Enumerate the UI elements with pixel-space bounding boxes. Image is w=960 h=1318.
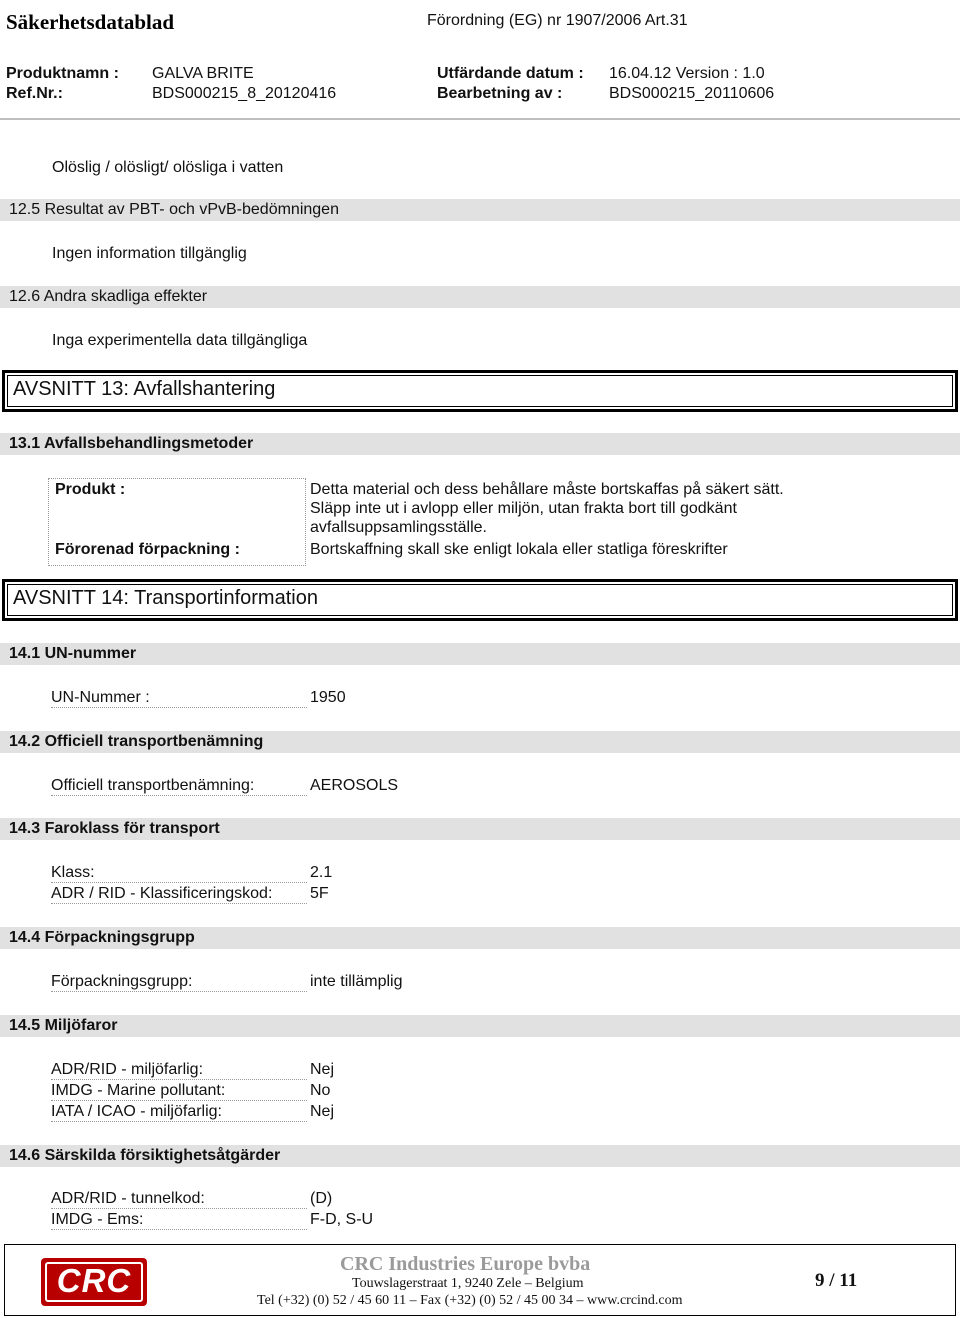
section-13-header xyxy=(2,370,958,412)
env-hazard-value: No xyxy=(310,1082,331,1099)
header-divider xyxy=(0,118,960,120)
disposal-product-line-3: avfallsuppsamlingsställe. xyxy=(310,519,487,536)
crc-logo-text: CRC xyxy=(56,1262,132,1299)
s12-6-text: Inga experimentella data tillgängliga xyxy=(52,332,308,349)
disposal-product-line-1: Detta material och dess behållare måste bortskaffas på säkert sätt. xyxy=(310,481,784,498)
company-name: CRC Industries Europe bvba xyxy=(340,1253,591,1275)
subsection-13-1-title: 13.1 Avfallsbehandlingsmetoder xyxy=(9,435,254,452)
section-14-title: AVSNITT 14: Transportinformation xyxy=(13,587,318,609)
regulation-reference: Förordning (EG) nr 1907/2006 Art.31 xyxy=(427,12,688,29)
company-contact: Tel (+32) (0) 52 / 45 60 11 – Fax (+32) (0) 52 / 45 00 34 – www.crcind.com xyxy=(257,1293,683,1308)
document-title: Säkerhetsdatablad xyxy=(6,10,175,34)
disposal-product-label: Produkt : xyxy=(55,481,126,498)
page-number: 9 / 11 xyxy=(815,1270,858,1291)
subsection-14-3 xyxy=(0,818,960,840)
disposal-packaging-label: Förorenad förpackning : xyxy=(55,541,240,558)
revision-label: Bearbetning av : xyxy=(437,85,563,102)
disposal-packaging-text: Bortskaffning skall ske enligt lokala eller statliga föreskrifter xyxy=(310,541,728,558)
subsection-14-5-title: 14.5 Miljöfaror xyxy=(9,1017,118,1034)
special-precaution-value: F-D, S-U xyxy=(310,1211,374,1228)
adr-classification-value: 5F xyxy=(310,885,329,902)
adr-classification-label: ADR / RID - Klassificeringskod: xyxy=(51,885,307,904)
env-hazard-label: ADR/RID - miljöfarlig: xyxy=(51,1061,307,1080)
section-14-header xyxy=(2,579,958,621)
subsection-14-6-title: 14.6 Särskilda försiktighetsåtgärder xyxy=(9,1147,281,1164)
subsection-14-4-title: 14.4 Förpackningsgrupp xyxy=(9,929,195,946)
section-13-title: AVSNITT 13: Avfallshantering xyxy=(13,378,276,400)
env-hazard-value: Nej xyxy=(310,1103,335,1120)
un-number-value: 1950 xyxy=(310,689,346,706)
issue-date-value: 16.04.12 Version : 1.0 xyxy=(609,65,765,82)
subsection-12-6-title: 12.6 Andra skadliga effekter xyxy=(9,288,208,305)
ref-number-value: BDS000215_8_20120416 xyxy=(152,85,337,102)
env-hazard-value: Nej xyxy=(310,1061,335,1078)
subsection-12-6 xyxy=(0,286,960,308)
subsection-13-1 xyxy=(0,433,960,455)
ref-number-label: Ref.Nr.: xyxy=(6,85,63,102)
un-number-label: UN-Nummer : xyxy=(51,689,307,708)
company-address: Touwslagerstraat 1, 9240 Zele – Belgium xyxy=(352,1276,584,1291)
official-name-label: Officiell transportbenämning: xyxy=(51,777,307,796)
official-name-value: AEROSOLS xyxy=(310,777,399,794)
disposal-product-line-2: Släpp inte ut i avlopp eller miljön, utan frakta bort till godkänt xyxy=(310,500,737,517)
solubility-text: Olöslig / olösligt/ olösliga i vatten xyxy=(52,159,284,176)
subsection-14-5 xyxy=(0,1015,960,1037)
special-precaution-label: IMDG - Ems: xyxy=(51,1211,307,1230)
hazard-class-value: 2.1 xyxy=(310,864,333,881)
product-name-value: GALVA BRITE xyxy=(152,65,254,82)
packing-group-label: Förpackningsgrupp: xyxy=(51,973,307,992)
packing-group-value: inte tillämplig xyxy=(310,973,403,990)
crc-logo xyxy=(41,1258,147,1306)
subsection-14-2 xyxy=(0,731,960,753)
subsection-14-3-title: 14.3 Faroklass för transport xyxy=(9,820,220,837)
subsection-12-5 xyxy=(0,199,960,221)
s12-5-text: Ingen information tillgänglig xyxy=(52,245,247,262)
product-name-label: Produktnamn : xyxy=(6,65,119,82)
env-hazard-label: IATA / ICAO - miljöfarlig: xyxy=(51,1103,307,1122)
special-precaution-value: (D) xyxy=(310,1190,333,1207)
subsection-14-4 xyxy=(0,927,960,949)
subsection-12-5-title: 12.5 Resultat av PBT- och vPvB-bedömningen xyxy=(9,201,339,218)
subsection-14-2-title: 14.2 Officiell transportbenämning xyxy=(9,733,264,750)
special-precaution-label: ADR/RID - tunnelkod: xyxy=(51,1190,307,1209)
hazard-class-label: Klass: xyxy=(51,864,307,883)
subsection-14-1-title: 14.1 UN-nummer xyxy=(9,645,137,662)
revision-value: BDS000215_20110606 xyxy=(609,85,775,102)
subsection-14-1 xyxy=(0,643,960,665)
issue-date-label: Utfärdande datum : xyxy=(437,65,584,82)
subsection-14-6 xyxy=(0,1145,960,1167)
env-hazard-label: IMDG - Marine pollutant: xyxy=(51,1082,307,1101)
